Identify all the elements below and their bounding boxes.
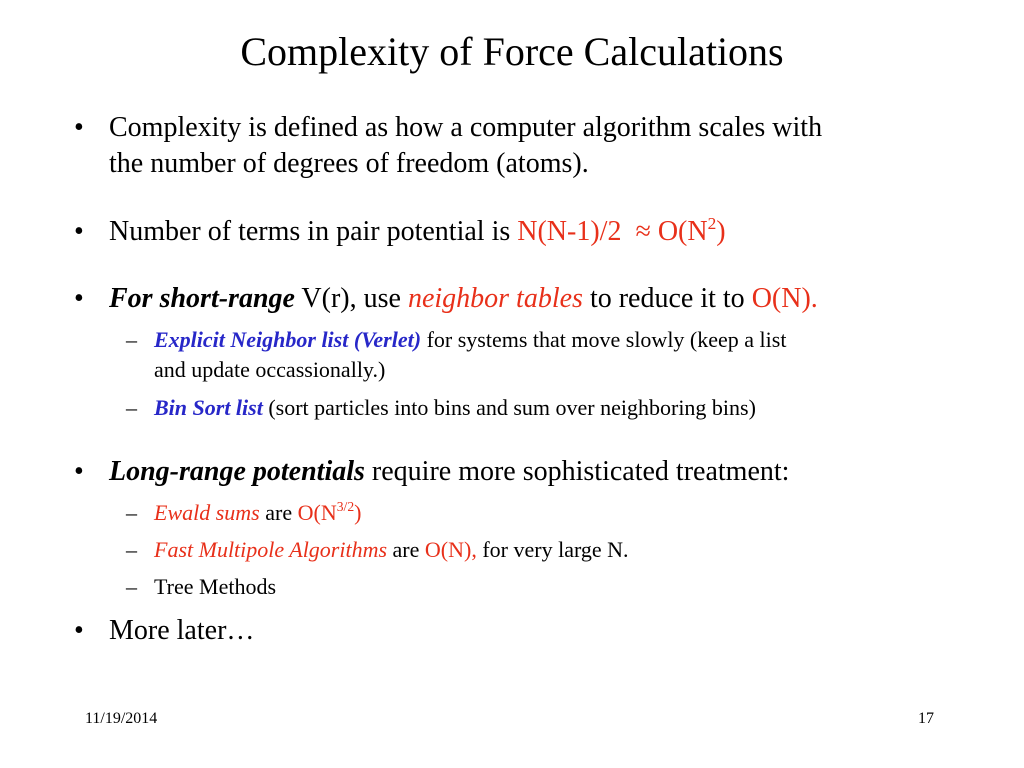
bullet-marker: • <box>74 615 84 646</box>
sub-bullet-text <box>154 535 984 565</box>
term-ewald-sums: Ewald sums <box>154 500 260 525</box>
approx-symbol: ≈ <box>635 216 651 247</box>
bullet-text <box>109 454 989 490</box>
bullet-line-2: the number of degrees of freedom (atoms). <box>109 148 589 179</box>
emphasis-short-range: For short-range <box>109 283 295 314</box>
slide-title: Complexity of Force Calculations <box>240 29 784 74</box>
sub-bullet-text <box>154 325 984 385</box>
sub-bullet-body-text: for systems that move slowly (keep a list <box>421 327 787 352</box>
footer-page-number: 17 <box>918 710 934 727</box>
formula-big-o-n-squared: $O(N^2)$ <box>657 213 726 247</box>
footer-date: 11/19/2014 <box>85 710 158 727</box>
bullet-text: More later… <box>109 615 255 646</box>
bullet-marker: • <box>74 112 84 143</box>
sub-bullet-body-text: (sort particles into bins and sum over neighboring bins) <box>262 395 756 420</box>
bullet-marker: • <box>74 216 84 247</box>
sub-bullet-body-text: for very large N. <box>476 537 629 562</box>
bullet-text <box>109 214 989 250</box>
sub-bullet-line-2: and update occassionally.) <box>154 357 386 382</box>
bullet-body-text: V(r), use <box>294 283 408 314</box>
bullet-body-text: Number of terms in pair potential is <box>109 216 518 247</box>
formula-big-o-n: O(N). <box>751 283 818 314</box>
sub-bullet-body-text: are <box>259 500 298 525</box>
sub-bullet-marker: – <box>126 500 137 525</box>
formula-big-o-n-three-halves: $O(N^{3/2})$ <box>297 499 362 525</box>
formula-pair-count: N(N-1)/2 <box>517 216 622 247</box>
bullet-text <box>109 110 989 182</box>
sub-bullet-text <box>154 498 984 528</box>
sub-bullet-marker: – <box>126 327 137 352</box>
bullet-line-1: Complexity is defined as how a computer algorithm scales with <box>109 112 823 143</box>
bullet-marker: • <box>74 283 84 314</box>
term-fast-multipole-algorithms: Fast Multipole Algorithms <box>154 537 388 562</box>
formula-big-o-n: O(N), <box>424 537 477 562</box>
emphasis-long-range: Long-range potentials <box>109 456 365 487</box>
bullet-body-text: to reduce it to <box>582 283 752 314</box>
sub-bullet-marker: – <box>126 537 137 562</box>
term-neighbor-tables: neighbor tables <box>407 283 583 314</box>
bullet-text <box>109 281 989 317</box>
sub-bullet-line-1 <box>154 325 984 355</box>
term-bin-sort-list: Bin Sort list <box>154 395 263 420</box>
sub-bullet-marker: – <box>126 395 137 420</box>
term-explicit-neighbor-list: Explicit Neighbor list (Verlet) <box>154 327 422 352</box>
bullet-body-text: require more sophisticated treatment: <box>364 456 790 487</box>
sub-bullet-text: Tree Methods <box>154 574 277 599</box>
sub-bullet-body-text: are <box>387 537 425 562</box>
sub-bullet-text <box>154 393 984 423</box>
bullet-marker: • <box>74 456 84 487</box>
sub-bullet-marker: – <box>126 574 137 599</box>
